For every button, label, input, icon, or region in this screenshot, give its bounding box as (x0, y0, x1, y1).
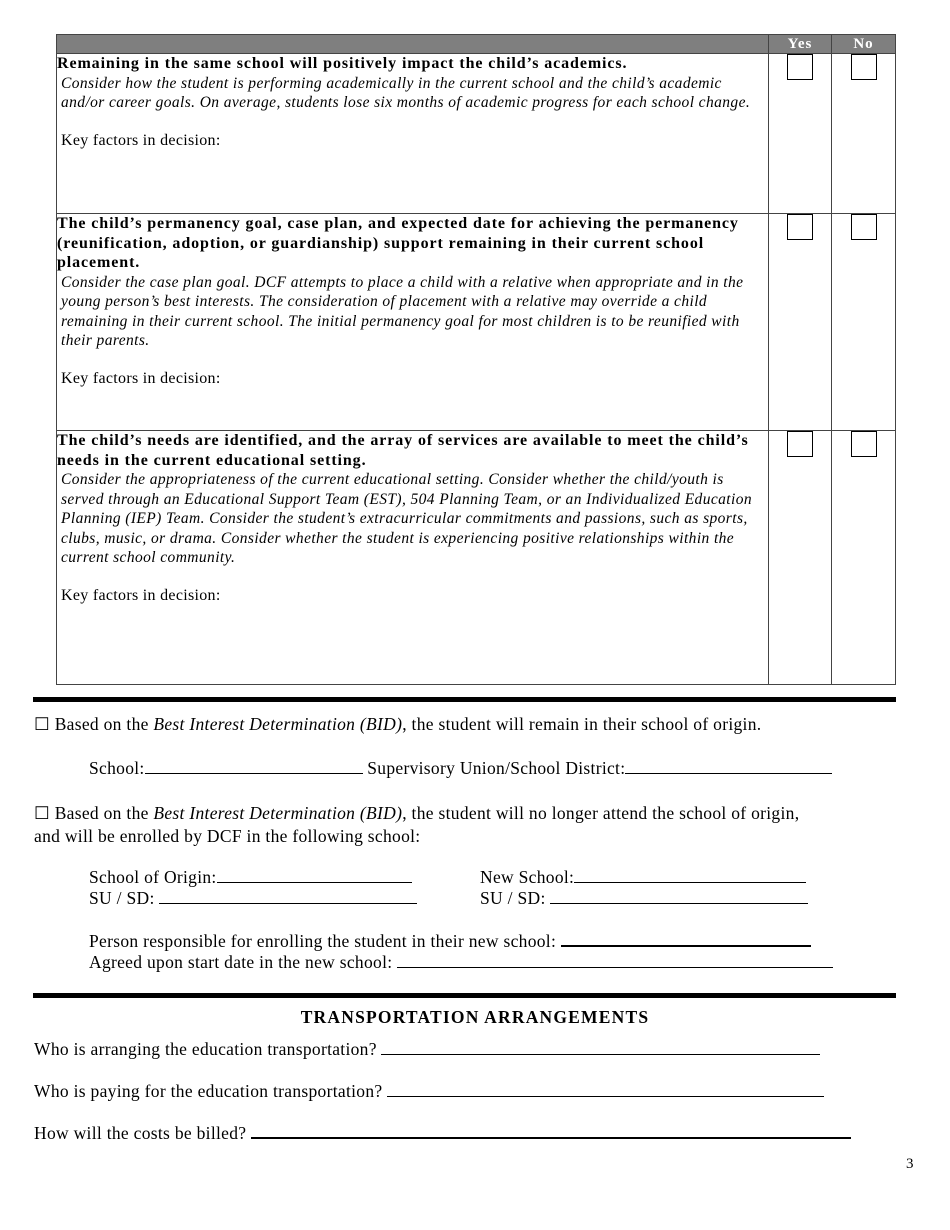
move-option (34, 803, 799, 824)
no-cell (832, 214, 896, 431)
origin-su-field[interactable] (159, 889, 417, 904)
yes-checkbox[interactable] (787, 431, 813, 457)
table-header-row (57, 35, 896, 54)
transport-q2-row (34, 1081, 824, 1102)
criterion-description: Consider the appropriateness of the current educational setting. Consider whether the child/youth is served through an Educational Support Team (EST), 504 Planning Team, or an Individualized Education Planning (IEP) Team. Consider the student’s extracurricular commitments and passions, such as sports, clubs, music, or drama. Consider whether the student is experiencing positive relationships within the current school community. (61, 471, 753, 566)
move-after: , the student will no longer attend the school of origin, (402, 803, 800, 823)
school-field[interactable] (145, 759, 363, 774)
origin-su-row (89, 888, 417, 909)
su-district-label: Supervisory Union/School District: (367, 758, 626, 778)
section-divider (33, 697, 896, 702)
criteria-table (56, 34, 896, 685)
criterion-description: Consider the case plan goal. DCF attempts to place a child with a relative when appropriate and in the young person’s best interests. The consideration of placement with a relative may override a child remaining in their current school. The initial permanency goal for most children is to be reunified with their parents. (61, 273, 744, 349)
no-cell (832, 431, 896, 685)
remain-after: , the student will remain in their school of origin. (402, 714, 762, 734)
move-option-line2: and will be enrolled by DCF in the following school: (34, 826, 421, 846)
person-row (89, 931, 811, 952)
new-school-field[interactable] (574, 868, 806, 883)
school-label: School: (89, 758, 145, 778)
transport-q3-field[interactable] (251, 1123, 851, 1139)
remain-option (34, 714, 761, 735)
no-cell (832, 54, 896, 214)
origin-label: School of Origin: (89, 867, 217, 887)
yes-cell (769, 54, 832, 214)
yes-cell (769, 431, 832, 685)
remain-bid: Best Interest Determination (BID) (153, 714, 403, 734)
remain-school-row (89, 758, 832, 779)
criterion-title: Remaining in the same school will positively impact the child’s academics. (57, 55, 628, 72)
yes-cell (769, 214, 832, 431)
origin-school-row (89, 867, 412, 888)
criterion-title: The child’s needs are identified, and the array of services are available to meet the child’s needs in the current educational setting. (57, 432, 749, 469)
key-factors-label: Key factors in decision: (61, 586, 221, 604)
key-factors-label: Key factors in decision: (61, 369, 221, 387)
new-school-label: New School: (480, 867, 575, 887)
origin-su-label: SU / SD: (89, 888, 155, 908)
remain-before: Based on the (54, 714, 154, 734)
yes-checkbox[interactable] (787, 54, 813, 80)
new-su-row (480, 888, 808, 909)
start-date-label: Agreed upon start date in the new school: (89, 952, 393, 972)
section-divider (33, 993, 896, 998)
move-before: Based on the (54, 803, 154, 823)
criterion-description: Consider how the student is performing academically in the current school and the child’s academic and/or career goals. On average, students lose six months of academic progress for each school change. (61, 74, 751, 111)
header-yes: Yes (769, 35, 832, 54)
transport-q2: Who is paying for the education transportation? (34, 1081, 383, 1101)
table-row (57, 214, 896, 431)
criterion-cell (57, 214, 769, 431)
transport-q3: How will the costs be billed? (34, 1123, 247, 1143)
new-su-field[interactable] (550, 889, 808, 904)
transport-q3-row (34, 1123, 851, 1144)
transport-q1: Who is arranging the education transportation? (34, 1039, 377, 1059)
transport-q1-field[interactable] (381, 1040, 820, 1055)
no-checkbox[interactable] (851, 431, 877, 457)
table-row (57, 431, 896, 685)
person-label: Person responsible for enrolling the student in their new school: (89, 931, 557, 951)
key-factors-label: Key factors in decision: (61, 131, 221, 149)
criterion-cell (57, 54, 769, 214)
transport-q2-field[interactable] (387, 1082, 824, 1097)
start-date-field[interactable] (397, 953, 833, 968)
new-su-label: SU / SD: (480, 888, 546, 908)
criterion-title: The child’s permanency goal, case plan, and expected date for achieving the permanency (reunification, adoption, or guardianship) support remaining in their current school placement. (57, 215, 739, 271)
start-date-row (89, 952, 833, 973)
move-bid: Best Interest Determination (BID) (153, 803, 403, 823)
table-row (57, 54, 896, 214)
header-blank (57, 35, 769, 54)
header-no: No (832, 35, 896, 54)
person-field[interactable] (561, 931, 811, 947)
yes-checkbox[interactable] (787, 214, 813, 240)
new-school-row (480, 867, 806, 888)
origin-field[interactable] (217, 868, 412, 883)
transport-heading: TRANSPORTATION ARRANGEMENTS (300, 1007, 650, 1027)
no-checkbox[interactable] (851, 54, 877, 80)
su-district-field[interactable] (625, 759, 832, 774)
remain-checkbox[interactable]: ☐ (34, 714, 50, 734)
transport-q1-row (34, 1039, 820, 1060)
no-checkbox[interactable] (851, 214, 877, 240)
move-checkbox[interactable]: ☐ (34, 803, 50, 823)
page-number: 3 (906, 1156, 914, 1172)
criterion-cell (57, 431, 769, 685)
